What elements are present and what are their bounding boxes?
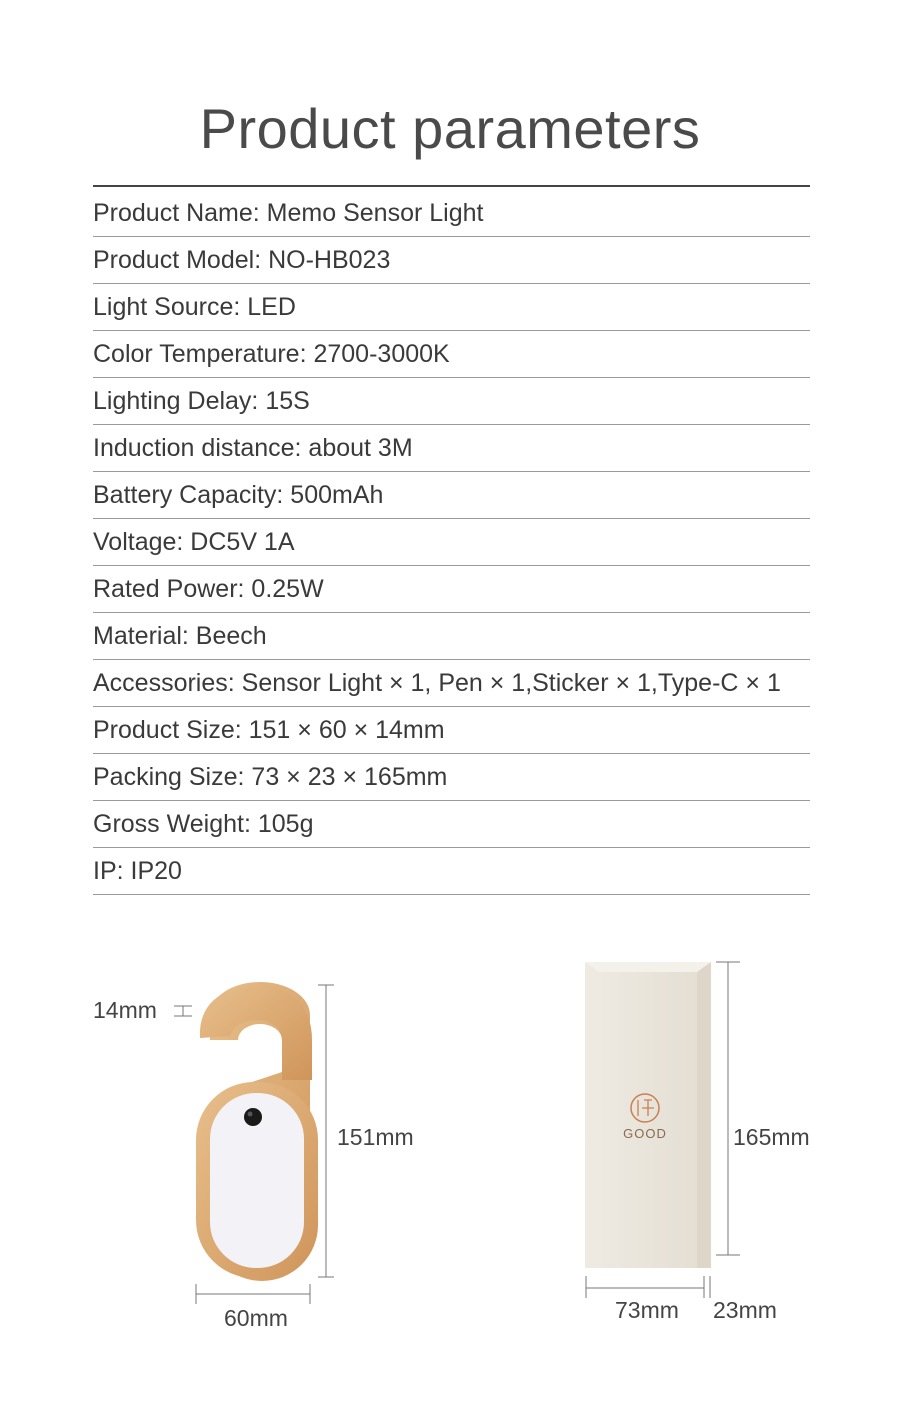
- spec-row: Accessories: Sensor Light × 1, Pen × 1,Sticker × 1,Type-C × 1: [93, 660, 810, 707]
- height-marker: [318, 985, 334, 1277]
- spec-row: Voltage: DC5V 1A: [93, 519, 810, 566]
- spec-row: Rated Power: 0.25W: [93, 566, 810, 613]
- spec-row: Product Name: Memo Sensor Light: [93, 190, 810, 237]
- thickness-label: 14mm: [93, 997, 157, 1023]
- sensor-icon: [244, 1108, 262, 1126]
- spec-row: Product Model: NO-HB023: [93, 237, 810, 284]
- page-title: Product parameters: [199, 97, 701, 160]
- height-label: 151mm: [337, 1124, 414, 1150]
- box-width-marker: [586, 1276, 710, 1298]
- box-height-marker: [716, 962, 740, 1255]
- spec-row: IP: IP20: [93, 848, 810, 895]
- box-width-label: 73mm: [615, 1297, 679, 1323]
- packaging-box-image: [585, 962, 711, 1268]
- spec-row: Induction distance: about 3M: [93, 425, 810, 472]
- box-logo-text: GOOD: [623, 1126, 667, 1141]
- width-marker: [196, 1284, 310, 1304]
- box-depth-label: 23mm: [713, 1297, 777, 1323]
- thickness-marker: [174, 1006, 192, 1016]
- spec-row: Battery Capacity: 500mAh: [93, 472, 810, 519]
- width-label: 60mm: [224, 1305, 288, 1331]
- spec-row: Packing Size: 73 × 23 × 165mm: [93, 754, 810, 801]
- spec-row: Light Source: LED: [93, 284, 810, 331]
- spec-row: Material: Beech: [93, 613, 810, 660]
- spec-row: Product Size: 151 × 60 × 14mm: [93, 707, 810, 754]
- spec-row: Color Temperature: 2700-3000K: [93, 331, 810, 378]
- sensor-light-image: [196, 982, 318, 1281]
- spec-row: Gross Weight: 105g: [93, 801, 810, 848]
- spec-row: Lighting Delay: 15S: [93, 378, 810, 425]
- hook-top: [200, 985, 312, 1080]
- box-height-label: 165mm: [733, 1124, 810, 1150]
